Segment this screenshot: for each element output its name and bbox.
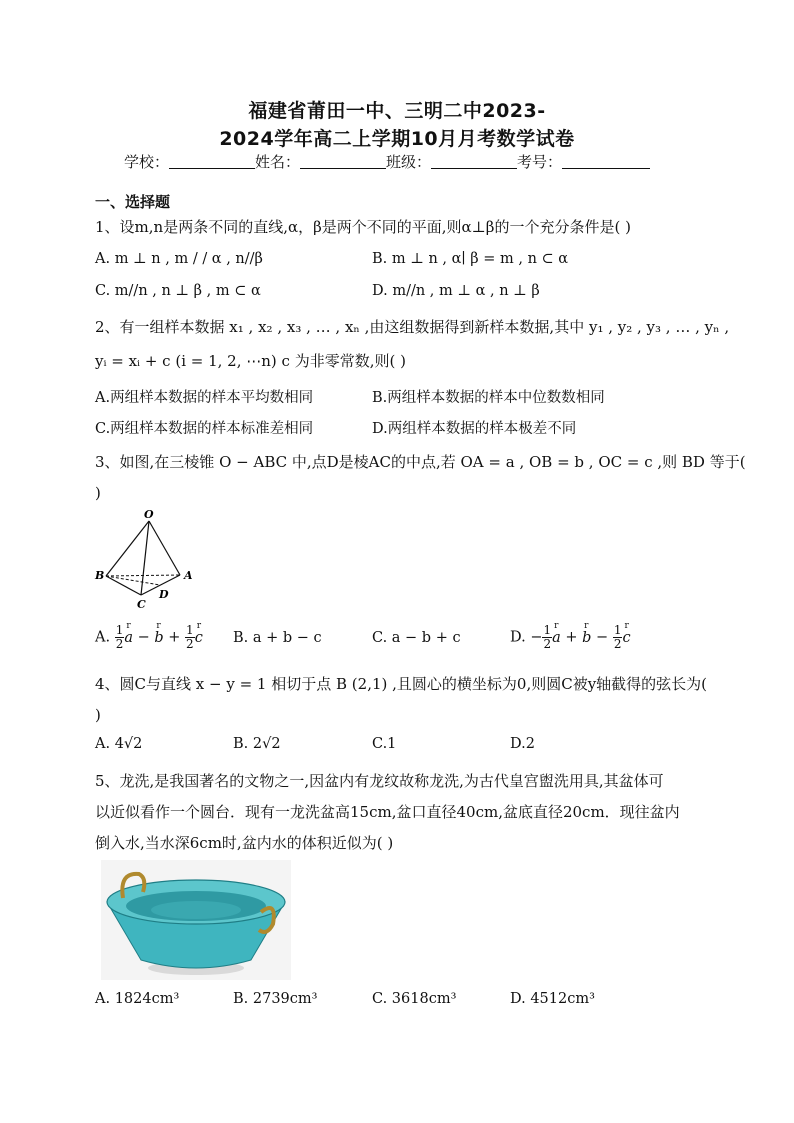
name-blank[interactable] — [300, 154, 386, 169]
q3-option-d[interactable]: D. − $\frac{1}{2}$ r a + r b − $\frac{1}{2}$ r c — [510, 624, 631, 651]
class-blank[interactable] — [431, 154, 517, 169]
q2-stem-line1: 2、有一组样本数据 x₁ , x₂ , x₃ , … , xₙ ,由这组数据得到新样本数据,其中 y₁ , y₂ , y₃ , … , yₙ , — [95, 318, 730, 336]
label-d: D — [159, 588, 169, 601]
q5-option-a[interactable]: A. 1824cm³ — [95, 991, 180, 1007]
fraction-half: $\frac{1}{2}$ — [613, 623, 622, 651]
q4-option-d[interactable]: D.2 — [510, 736, 535, 752]
q1-option-d[interactable]: D. m//n , m ⊥ α , n ⊥ β — [372, 283, 540, 299]
q2-option-d[interactable]: D.两组样本数据的样本极差不同 — [372, 421, 577, 437]
exam-title-line1: 福建省莆田一中、三明二中2023- — [248, 100, 546, 122]
school-blank[interactable] — [169, 154, 255, 169]
q5-option-b[interactable]: B. 2739cm³ — [233, 991, 318, 1007]
label-c: C — [137, 598, 146, 611]
student-info-row — [124, 151, 650, 172]
q3-option-a-label: A. — [95, 629, 111, 646]
q3-option-a[interactable]: A. $\frac{1}{2}$ r a − r b + $\frac{1}{2}$ r c — [95, 624, 203, 651]
q2-option-b[interactable]: B.两组样本数据的样本中位数数相同 — [372, 390, 605, 406]
q3-stem-line2: ) — [95, 484, 101, 502]
dragon-basin-photo — [101, 860, 291, 980]
class-label: 班级： — [386, 153, 432, 171]
q4-stem-line1: 4、圆C与直线 x − y = 1 相切于点 B (2,1) ,且圆心的横坐标为0,则圆C被y轴截得的弦长为( — [95, 675, 708, 693]
edge-ba-hidden — [106, 575, 180, 576]
school-label: 学校： — [124, 153, 170, 171]
q5-stem-line2: 以近似看作一个圆台．现有一龙洗盆高15cm,盆口直径40cm,盆底直径20cm．现往盆内 — [95, 803, 680, 821]
q2-stem-line2: yᵢ = xᵢ + c (i = 1, 2, ⋯n) c 为非零常数,则( ) — [95, 352, 406, 370]
q4-option-b[interactable]: B. 2√2 — [233, 736, 281, 752]
q3-option-d-label: D. — [510, 629, 526, 646]
fraction-half: $\frac{1}{2}$ — [543, 623, 552, 651]
q3-option-b[interactable]: B. a + b − c — [233, 630, 322, 646]
label-a: A — [184, 569, 193, 582]
q3-option-c[interactable]: C. a − b + c — [372, 630, 461, 646]
fraction-half: $\frac{1}{2}$ — [186, 623, 194, 651]
pyramid-figure — [92, 506, 202, 612]
q5-option-c[interactable]: C. 3618cm³ — [372, 991, 457, 1007]
exam-title-line2: 2024学年高二上学期10月月考数学试卷 — [219, 128, 575, 150]
number-blank[interactable] — [562, 154, 650, 169]
name-label: 姓名： — [255, 153, 301, 171]
q1-option-c[interactable]: C. m//n , n ⊥ β , m ⊂ α — [95, 283, 261, 299]
q4-option-a[interactable]: A. 4√2 — [95, 736, 143, 752]
q1-option-b[interactable]: B. m ⊥ n , α∣ β = m , n ⊂ α — [372, 251, 569, 267]
edge-ob — [106, 521, 149, 576]
q1-option-a[interactable]: A. m ⊥ n , m / / α , n//β — [95, 251, 263, 267]
q1-stem: 1、设m,n是两条不同的直线,α，β是两个不同的平面,则α⊥β的一个充分条件是( ) — [95, 218, 631, 236]
section-title: 一、选择题 — [95, 193, 171, 211]
label-b: B — [95, 569, 105, 582]
basin-bottom — [151, 901, 241, 919]
fraction-half: $\frac{1}{2}$ — [115, 623, 124, 651]
q5-stem-line3: 倒入水,当水深6cm时,盆内水的体积近似为( ) — [95, 834, 394, 852]
q4-stem-line2: ) — [95, 706, 101, 724]
label-o: O — [144, 508, 154, 521]
edge-oc — [141, 521, 149, 595]
q5-stem-line1: 5、龙洗,是我国著名的文物之一,因盆内有龙纹故称龙洗,为古代皇宫盥洗用具,其盆体可 — [95, 772, 664, 790]
q2-option-a[interactable]: A.两组样本数据的样本平均数相同 — [95, 390, 314, 406]
edge-oa — [149, 521, 180, 575]
q5-option-d[interactable]: D. 4512cm³ — [510, 991, 595, 1007]
number-label: 考号： — [517, 153, 563, 171]
q2-option-c[interactable]: C.两组样本数据的样本标准差相同 — [95, 421, 314, 437]
q4-option-c[interactable]: C.1 — [372, 736, 397, 752]
q3-stem-line1: 3、如图,在三棱锥 O − ABC 中,点D是棱AC的中点,若 OA = a , OB = b , OC = c ,则 BD 等于( — [95, 453, 746, 471]
